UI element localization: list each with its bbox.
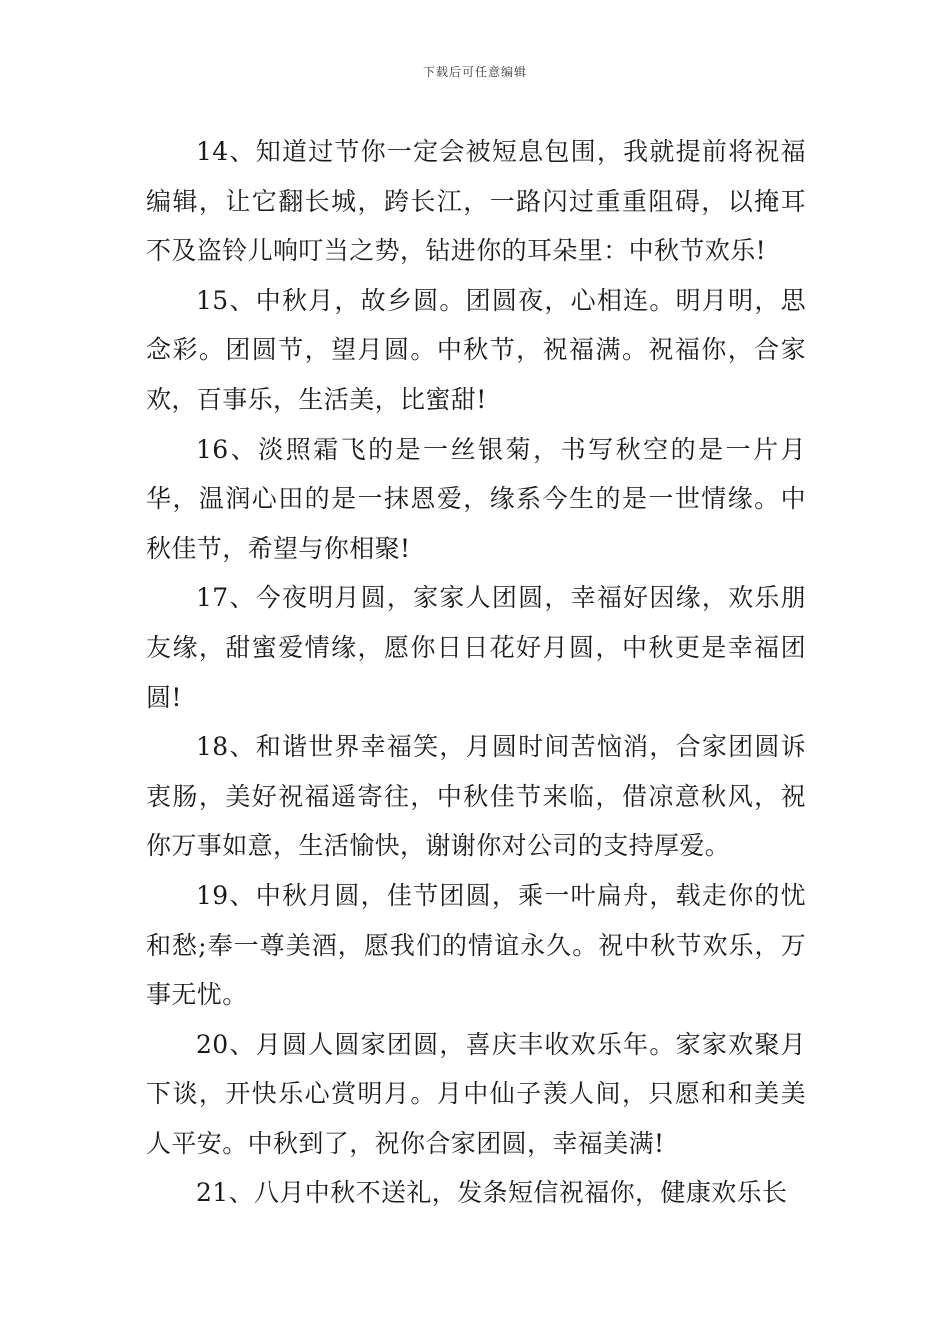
paragraph-18: 18、和谐世界幸福笑，月圆时间苦恼消，合家团圆诉衷肠，美好祝福遥寄往，中秋佳节来临，借凉意秋风，祝你万事如意，生活愉快，谢谢你对公司的支持厚爱。 — [146, 732, 806, 861]
paragraph-14: 14、知道过节你一定会被短息包围，我就提前将祝福编辑，让它翻长城，跨长江，一路闪过重重阻碍，以掩耳不及盗铃儿响叮当之势，钻进你的耳朵里：中秋节欢乐! — [146, 137, 806, 266]
paragraph-20: 20、月圆人圆家团圆，喜庆丰收欢乐年。家家欢聚月下谈，开快乐心赏明月。月中仙子羡人间，只愿和和美美人平安。中秋到了，祝你合家团圆，幸福美满! — [146, 1029, 806, 1158]
document-body — [146, 127, 806, 1218]
page-header: 下载后可任意编辑 — [422, 65, 527, 79]
paragraph-15: 15、中秋月，故乡圆。团圆夜，心相连。明月明，思念彩。团圆节，望月圆。中秋节，祝福满。祝福你，合家欢，百事乐，生活美，比蜜甜! — [146, 285, 806, 414]
paragraph-21: 21、八月中秋不送礼，发条短信祝福你，健康欢乐长 — [196, 1178, 788, 1208]
paragraph-17: 17、今夜明月圆，家家人团圆，幸福好因缘，欢乐朋友缘，甜蜜爱情缘，愿你日日花好月圆，中秋更是幸福团圆! — [146, 583, 806, 712]
paragraph-16: 16、淡照霜飞的是一丝银菊，书写秋空的是一片月华，温润心田的是一抹恩爱，缘系今生的是一世情缘。中秋佳节，希望与你相聚! — [146, 434, 806, 563]
paragraph-19: 19、中秋月圆，佳节团圆，乘一叶扁舟，载走你的忧和愁;奉一尊美酒，愿我们的情谊永久。祝中秋节欢乐，万事无忧。 — [146, 880, 806, 1010]
